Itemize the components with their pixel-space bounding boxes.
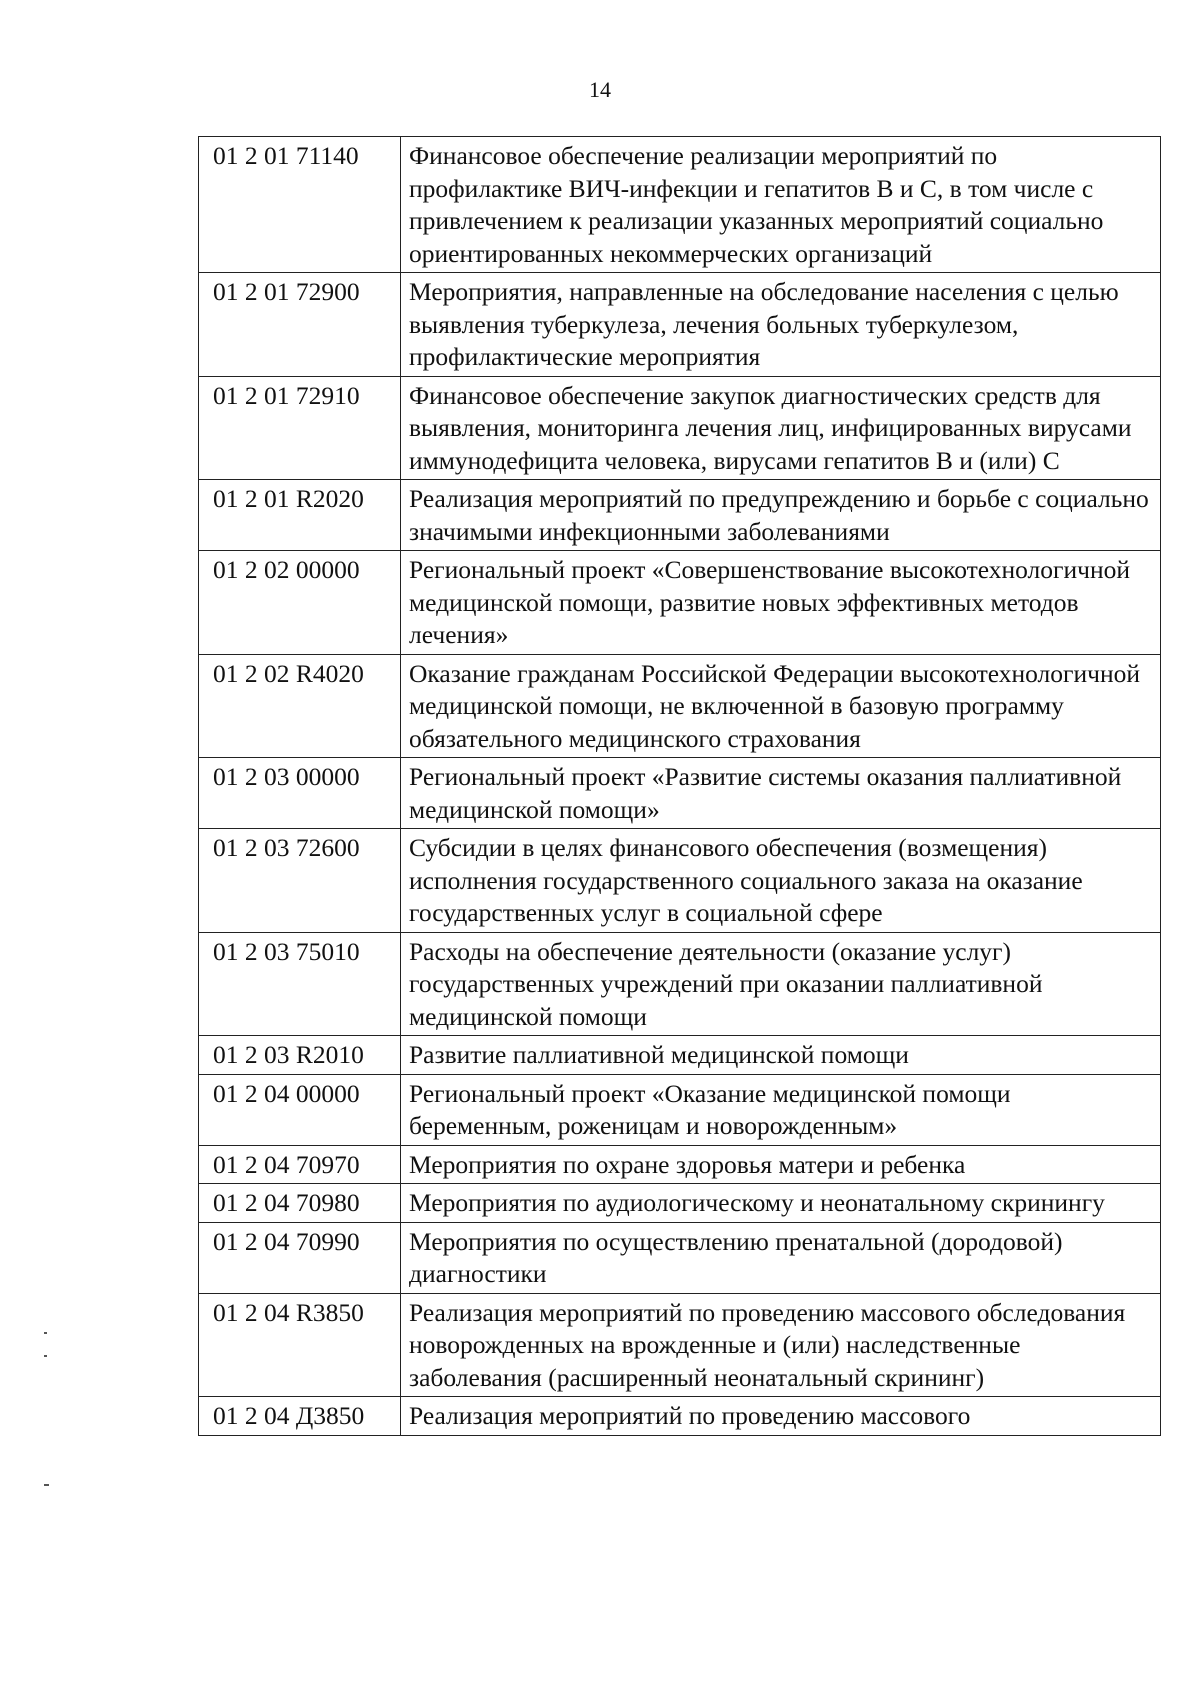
row-description: Финансовое обеспечение закупок диагностических средств для выявления, мониторинга лечения лиц, инфицированных вирусами иммунодефицита человека, вирусами гепатитов В и (или) С bbox=[401, 376, 1161, 480]
row-description: Развитие паллиативной медицинской помощи bbox=[401, 1036, 1161, 1075]
row-code: 01 2 01 72910 bbox=[199, 376, 401, 480]
row-code: 01 2 04 00000 bbox=[199, 1074, 401, 1145]
row-description: Финансовое обеспечение реализации мероприятий по профилактике ВИЧ-инфекции и гепатитов В и С, в том числе с привлечением к реализации указанных мероприятий социально ориентированных некоммерческих организаций bbox=[401, 137, 1161, 273]
table-row bbox=[199, 1145, 1161, 1184]
table-row bbox=[199, 376, 1161, 480]
row-code: 01 2 01 71140 bbox=[199, 137, 401, 273]
row-description: Региональный проект «Развитие системы оказания паллиативной медицинской помощи» bbox=[401, 758, 1161, 829]
table-row bbox=[199, 1293, 1161, 1397]
table-row bbox=[199, 1036, 1161, 1075]
table-row bbox=[199, 758, 1161, 829]
row-code: 01 2 02 R4020 bbox=[199, 654, 401, 758]
row-code: 01 2 03 00000 bbox=[199, 758, 401, 829]
table-row bbox=[199, 551, 1161, 655]
table-row bbox=[199, 480, 1161, 551]
budget-classification-table bbox=[198, 136, 1161, 1436]
row-code: 01 2 01 R2020 bbox=[199, 480, 401, 551]
row-description: Мероприятия по аудиологическому и неонатальному скринингу bbox=[401, 1184, 1161, 1223]
row-code: 01 2 04 R3850 bbox=[199, 1293, 401, 1397]
row-description: Субсидии в целях финансового обеспечения (возмещения) исполнения государственного социального заказа на оказание государственных услуг в социальной сфере bbox=[401, 829, 1161, 933]
row-code: 01 2 01 72900 bbox=[199, 273, 401, 377]
table-row bbox=[199, 137, 1161, 273]
table-row bbox=[199, 654, 1161, 758]
row-description: Мероприятия по осуществлению пренатальной (дородовой) диагностики bbox=[401, 1222, 1161, 1293]
row-description: Региональный проект «Оказание медицинской помощи беременным, роженицам и новорожденным» bbox=[401, 1074, 1161, 1145]
row-description: Оказание гражданам Российской Федерации высокотехнологичной медицинской помощи, не включенной в базовую программу обязательного медицинского страхования bbox=[401, 654, 1161, 758]
row-code: 01 2 04 70980 bbox=[199, 1184, 401, 1223]
scan-speck bbox=[44, 1355, 47, 1357]
scan-speck bbox=[44, 1484, 49, 1486]
row-code: 01 2 03 75010 bbox=[199, 932, 401, 1036]
table-row bbox=[199, 1074, 1161, 1145]
row-description: Мероприятия, направленные на обследование населения с целью выявления туберкулеза, лечения больных туберкулезом, профилактические мероприятия bbox=[401, 273, 1161, 377]
row-code: 01 2 04 Д3850 bbox=[199, 1397, 401, 1436]
row-code: 01 2 03 R2010 bbox=[199, 1036, 401, 1075]
table-row bbox=[199, 273, 1161, 377]
row-description: Реализация мероприятий по предупреждению и борьбе с социально значимыми инфекционными заболеваниями bbox=[401, 480, 1161, 551]
table-row bbox=[199, 829, 1161, 933]
table-row bbox=[199, 932, 1161, 1036]
row-description: Реализация мероприятий по проведению массового bbox=[401, 1397, 1161, 1436]
scan-speck bbox=[44, 1332, 47, 1334]
row-code: 01 2 03 72600 bbox=[199, 829, 401, 933]
row-code: 01 2 04 70970 bbox=[199, 1145, 401, 1184]
table-row bbox=[199, 1222, 1161, 1293]
row-description: Расходы на обеспечение деятельности (оказание услуг) государственных учреждений при оказании паллиативной медицинской помощи bbox=[401, 932, 1161, 1036]
page-number: 14 bbox=[589, 77, 611, 102]
row-code: 01 2 04 70990 bbox=[199, 1222, 401, 1293]
table-row bbox=[199, 1397, 1161, 1436]
row-description: Реализация мероприятий по проведению массового обследования новорожденных на врожденные и (или) наследственные заболевания (расширенный неонатальный скрининг) bbox=[401, 1293, 1161, 1397]
table-row bbox=[199, 1184, 1161, 1223]
table-body bbox=[199, 137, 1161, 1436]
row-description: Мероприятия по охране здоровья матери и ребенка bbox=[401, 1145, 1161, 1184]
row-description: Региональный проект «Совершенствование высокотехнологичной медицинской помощи, развитие новых эффективных методов лечения» bbox=[401, 551, 1161, 655]
row-code: 01 2 02 00000 bbox=[199, 551, 401, 655]
